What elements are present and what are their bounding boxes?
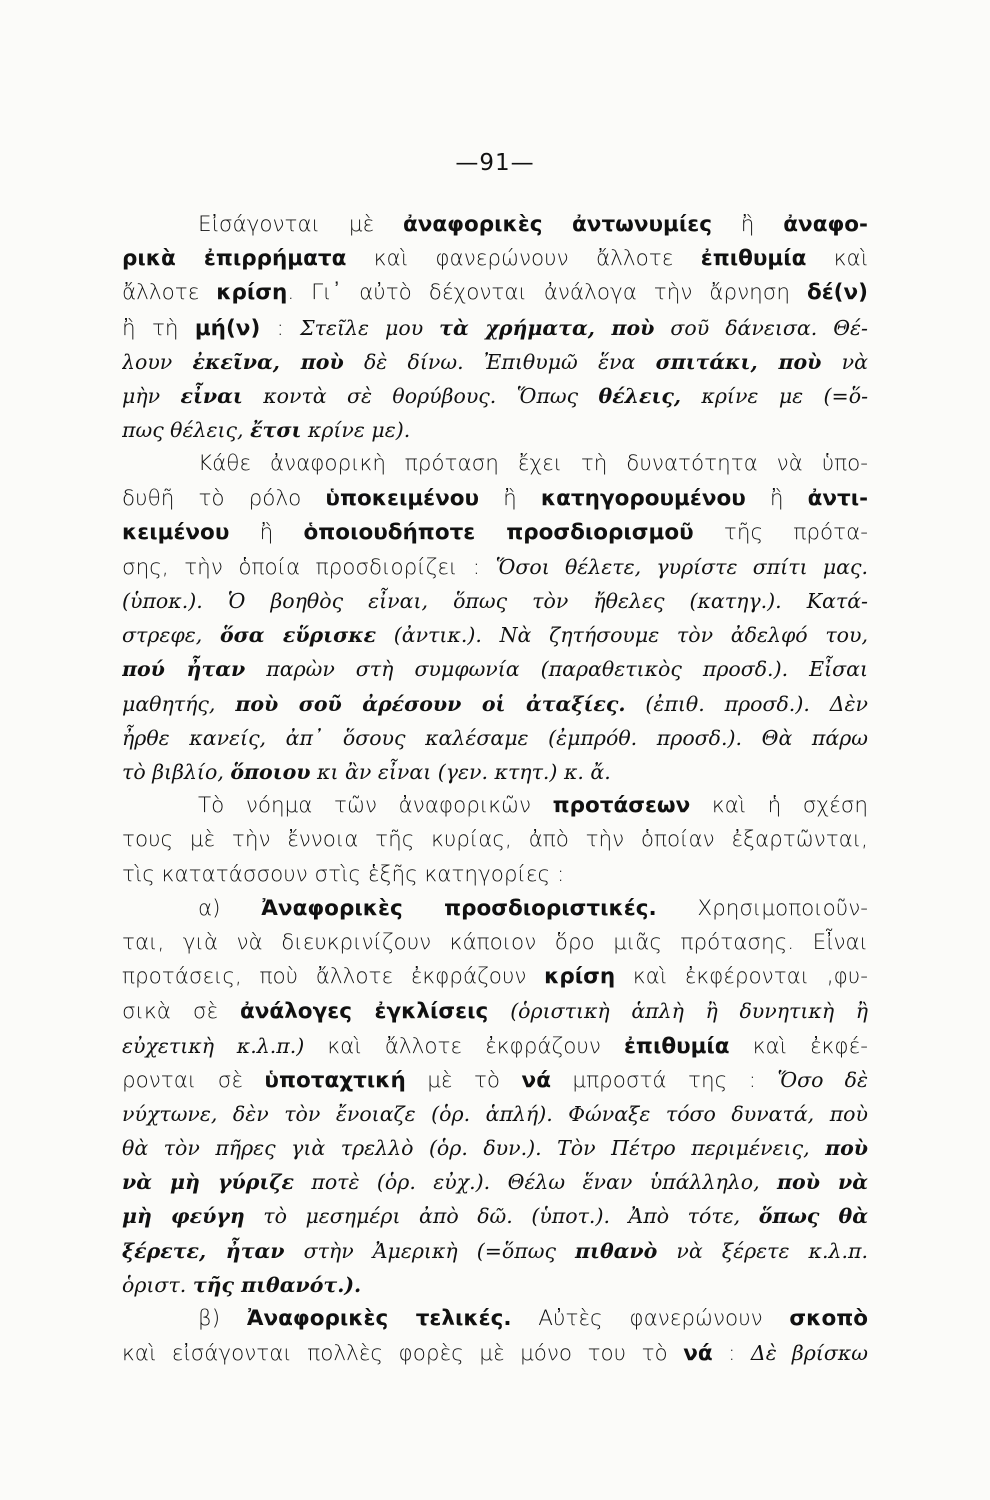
text-run: ἀντι- bbox=[807, 485, 868, 511]
text-run: καὶ φανερώνουν ἄλλοτε bbox=[346, 246, 701, 272]
text-line bbox=[122, 1302, 868, 1336]
text-run: ἢ τὴ bbox=[122, 315, 195, 341]
text-run: μὴν bbox=[122, 383, 181, 408]
text-run: ἦρθε κανείς, ἀπ᾽ ὅσους καλέσαμε (ἐμπρόθ. προσδ.). Θὰ πάρω bbox=[122, 725, 868, 750]
text-run: κρίνε με). bbox=[301, 418, 411, 443]
text-run: καὶ ἄλλοτε ἐκφράζουν bbox=[304, 1033, 624, 1059]
text-run: λουν bbox=[122, 349, 193, 374]
text-line bbox=[122, 516, 868, 550]
text-run: μὴ φεύγη bbox=[122, 1204, 245, 1229]
text-run: Στεῖλε μου bbox=[300, 315, 440, 340]
text-line bbox=[122, 1063, 868, 1097]
text-run: πού ἦταν bbox=[122, 657, 246, 682]
text-line bbox=[122, 1336, 868, 1370]
text-line bbox=[122, 687, 868, 721]
text-line bbox=[122, 652, 868, 686]
text-run: ὅποιου bbox=[230, 760, 311, 784]
text-run: Εἰσάγονται μὲ bbox=[198, 212, 403, 237]
text-line bbox=[122, 1097, 868, 1131]
text-line bbox=[122, 208, 868, 242]
text-run: σης, τὴν ὁποία προσδιορίζει : bbox=[122, 554, 496, 580]
text-run: ἀναφο- bbox=[783, 212, 868, 237]
text-run: στὴν Ἀμερικὴ (=ὅπως bbox=[284, 1238, 576, 1263]
text-run: ἢ bbox=[479, 485, 541, 511]
text-run: σκοπὸ bbox=[789, 1306, 868, 1331]
text-run: ποὺ σοῦ ἀρέσουν οἱ ἀταξίες. bbox=[235, 691, 626, 716]
text-line bbox=[122, 1268, 868, 1302]
text-line bbox=[122, 550, 868, 584]
text-run: τὰ χρήματα, ποὺ bbox=[439, 315, 655, 340]
text-run: ἀνάλογες ἐγκλίσεις bbox=[240, 999, 489, 1025]
text-run: δὲ δίνω. Ἐπιθυμῶ ἕνα bbox=[343, 349, 656, 374]
text-line bbox=[122, 823, 868, 857]
text-run: δέ(ν) bbox=[806, 280, 868, 306]
text-line bbox=[122, 413, 868, 447]
text-line bbox=[122, 789, 868, 823]
text-run: κρίνε με (=ὅ- bbox=[681, 383, 868, 408]
text-run: τὸ βιβλίο, bbox=[122, 760, 231, 784]
text-run: κατηγορουμένου bbox=[540, 485, 746, 511]
text-run: Ἀναφορικὲς τελικές. bbox=[246, 1306, 512, 1331]
text-run: ὑποκειμένου bbox=[325, 485, 480, 511]
text-run: ἢ bbox=[711, 212, 784, 237]
text-run: ἄλλοτε bbox=[122, 280, 217, 306]
text-run: νά bbox=[521, 1067, 551, 1093]
text-run: καὶ bbox=[806, 246, 868, 272]
text-run: ἀναφορικὲς ἀντωνυμίες bbox=[403, 212, 712, 237]
text-run: ρικὰ ἐπιρρήματα bbox=[122, 246, 347, 272]
page-number: —91— bbox=[455, 150, 535, 176]
text-run: ἐπιθυμία bbox=[700, 246, 807, 272]
text-line bbox=[122, 618, 868, 652]
text-line bbox=[122, 960, 868, 994]
text-run: : bbox=[260, 315, 301, 341]
text-run: δυθῆ τὸ ρόλο bbox=[122, 485, 326, 511]
text-run: καὶ ἐκφέ- bbox=[729, 1033, 868, 1059]
text-run: κρίση bbox=[216, 280, 288, 306]
text-run: α) bbox=[198, 895, 262, 921]
text-run: (ἐπιθ. προσδ.). Δὲν bbox=[625, 691, 868, 716]
text-run: ἢ bbox=[229, 519, 304, 545]
text-run: στρεφε, bbox=[122, 623, 220, 648]
text-run: τῆς πιθανότ.). bbox=[192, 1272, 362, 1297]
text-run: μαθητής, bbox=[122, 691, 236, 716]
text-run: ὑποταχτική bbox=[264, 1067, 406, 1093]
text-run: τους μὲ τὴν ἔννοια τῆς κυρίας, ἀπὸ τὴν ὁποίαν ἐξαρτῶνται, bbox=[122, 827, 868, 853]
text-run: κοντὰ σὲ θορύβους. Ὅπως bbox=[242, 383, 599, 408]
text-run: νύχτωνε, δὲν τὸν ἔνοιαζε (ὁρ. ἁπλή). Φώναξε τόσο δυνατά, ποὺ bbox=[122, 1101, 868, 1126]
text-run: μπροστά της : bbox=[550, 1067, 778, 1093]
text-run: κρίση bbox=[544, 964, 616, 990]
text-run: τὸ μεσημέρι ἀπὸ δῶ. (ὑποτ.). Ἀπὸ τότε, bbox=[244, 1204, 759, 1229]
text-run: μή(ν) bbox=[194, 315, 261, 341]
text-run: . Γι᾽ αὐτὸ δέχονται ἀνάλογα τὴν ἄρνηση bbox=[287, 280, 807, 306]
text-line bbox=[122, 1131, 868, 1165]
text-line bbox=[122, 242, 868, 276]
text-run: νά bbox=[683, 1341, 713, 1367]
text-run: ξέρετε, ἦταν bbox=[122, 1238, 285, 1263]
text-run: καὶ εἰσάγονται πολλὲς φορὲς μὲ μόνο του τὸ bbox=[122, 1341, 684, 1367]
text-run: Ὅσο δὲ bbox=[777, 1067, 868, 1092]
text-run: ἔτσι bbox=[250, 418, 302, 443]
text-run: προτάσεις, ποὺ ἄλλοτε ἐκφράζουν bbox=[122, 964, 545, 990]
text-run: ἐκεῖνα, ποὺ bbox=[192, 349, 344, 374]
text-run: ἐπιθυμία bbox=[623, 1033, 730, 1059]
text-run: θὰ τὸν πῆρες γιὰ τρελλὸ (ὁρ. δυν.). Τὸν Πέτρο περιμένεις, bbox=[122, 1136, 826, 1161]
text-run: κι ἂν εἶναι (γεν. κτητ.) κ. ἄ. bbox=[310, 760, 611, 784]
text-run: Δὲ βρίσκω bbox=[750, 1341, 868, 1366]
text-run: (ὁριστικὴ ἁπλὴ ἢ δυνητικὴ ἢ bbox=[510, 999, 868, 1024]
text-run: θέλεις, bbox=[598, 383, 682, 408]
text-line bbox=[122, 1029, 868, 1063]
text-run: νὰ μὴ γύριζε bbox=[122, 1170, 294, 1195]
text-run: σπιτάκι, ποὺ bbox=[655, 349, 822, 374]
text-run: ποὺ bbox=[825, 1136, 868, 1161]
text-run: ποτὲ (ὁρ. εὐχ.). Θέλω ἕναν ὑπάλληλο, bbox=[293, 1170, 778, 1195]
text-run: παρὼν στὴ συμφωνία (παραθετικὸς προσδ.). Εἶσαι bbox=[245, 657, 868, 682]
text-run: πιθανὸ bbox=[575, 1238, 658, 1263]
text-run: ὁριστ. bbox=[122, 1272, 193, 1297]
text-run bbox=[488, 999, 510, 1024]
body-text bbox=[122, 208, 868, 1370]
text-run: καὶ ἡ σχέση bbox=[690, 793, 868, 819]
text-run: β) bbox=[198, 1306, 247, 1331]
text-line bbox=[122, 1165, 868, 1199]
text-run: (ἀντικ.). Νὰ ζητήσουμε τὸν ἀδελφό του, bbox=[376, 623, 868, 648]
text-run: σικὰ σὲ bbox=[122, 999, 241, 1025]
text-run: Τὸ νόημα τῶν ἀναφορικῶν bbox=[198, 793, 553, 819]
text-run: τῆς πρότα- bbox=[693, 519, 868, 545]
text-run: ὅπως θὰ bbox=[758, 1204, 868, 1229]
text-run: Χρησιμοποιοῦν- bbox=[656, 895, 868, 921]
text-run: εἶναι bbox=[180, 383, 243, 408]
text-run: ὅσα εὕρισκε bbox=[219, 623, 377, 648]
text-run: πως θέλεις, bbox=[122, 418, 251, 443]
text-run: τὶς κατατάσσουν στὶς ἑξῆς κατηγορίες : bbox=[122, 861, 565, 887]
text-line bbox=[122, 276, 868, 310]
text-line bbox=[122, 345, 868, 379]
text-run: κειμένου bbox=[122, 519, 230, 545]
text-run: ται, γιὰ νὰ διευκρινίζουν κάποιον ὅρο μιᾶς πρότασης. Εἶναι bbox=[122, 929, 868, 955]
text-line bbox=[122, 994, 868, 1028]
text-line bbox=[122, 447, 868, 481]
text-run: σοῦ δάνεισα. Θέ- bbox=[654, 315, 868, 340]
text-run: ρονται σὲ bbox=[122, 1067, 265, 1093]
text-run: Αὐτὲς φανερώνουν bbox=[511, 1306, 790, 1331]
text-run: νὰ ξέρετε κ.λ.π. bbox=[657, 1238, 868, 1263]
text-run: Κάθε ἀναφορικὴ πρόταση ἔχει τὴ δυνατότητα νὰ ὑπο- bbox=[198, 451, 868, 477]
text-run: : bbox=[712, 1341, 751, 1367]
text-run: (ὑποκ.). Ὁ βοηθὸς εἶναι, ὅπως τὸν ἤθελες (κατηγ.). Κατά- bbox=[122, 589, 868, 614]
text-line bbox=[122, 482, 868, 516]
text-run: καὶ ἐκφέρονται ‚φυ- bbox=[615, 964, 868, 990]
text-run: ποὺ νὰ bbox=[777, 1170, 868, 1195]
text-run: μὲ τὸ bbox=[405, 1067, 522, 1093]
text-line bbox=[122, 926, 868, 960]
text-line bbox=[122, 311, 868, 345]
text-line bbox=[122, 721, 868, 755]
text-line bbox=[122, 858, 868, 892]
text-line bbox=[122, 1199, 868, 1233]
text-line bbox=[122, 379, 868, 413]
text-run: νὰ bbox=[821, 349, 868, 374]
text-line bbox=[122, 1234, 868, 1268]
text-run: Ὅσοι θέλετε, γυρίστε σπίτι μας. bbox=[495, 554, 868, 579]
text-run: Ἀναφορικὲς προσδιοριστικές. bbox=[261, 895, 657, 921]
text-line bbox=[122, 584, 868, 618]
text-line bbox=[122, 755, 868, 789]
text-run: ἢ bbox=[745, 485, 808, 511]
text-run: ὁποιουδήποτε προσδιορισμοῦ bbox=[303, 519, 694, 545]
text-line bbox=[122, 892, 868, 926]
text-run: εὐχετικὴ κ.λ.π.) bbox=[122, 1033, 305, 1058]
text-run: προτάσεων bbox=[552, 793, 691, 819]
